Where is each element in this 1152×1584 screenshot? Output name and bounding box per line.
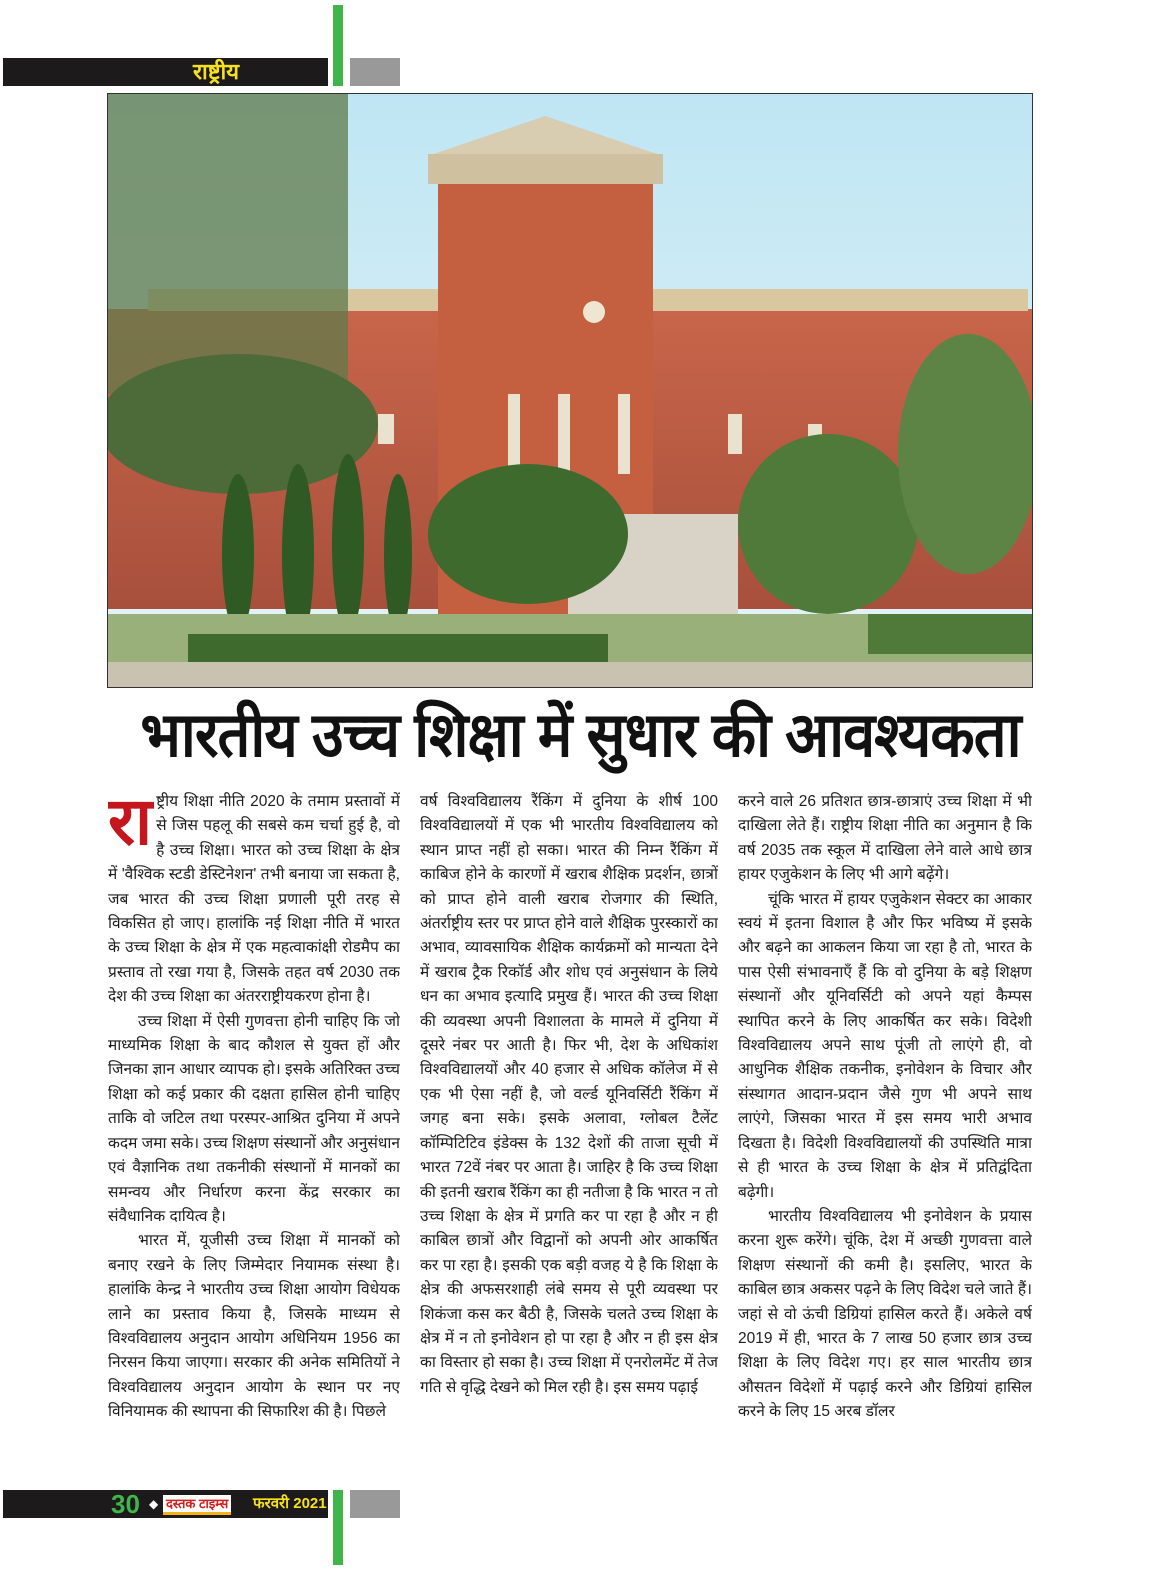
article-column-1 bbox=[108, 790, 400, 1435]
magazine-logo: दस्तक टाइम्स bbox=[163, 1495, 231, 1515]
article-column-3 bbox=[738, 790, 1032, 1435]
issue-date: फरवरी 2021 bbox=[253, 1495, 327, 1512]
footer-bar bbox=[3, 1490, 328, 1518]
drop-cap: रा bbox=[108, 790, 153, 858]
paragraph: भारतीय विश्वविद्यालय भी इनोवेशन के प्रयास करना शुरू करेंगे। चूंकि, देश में अच्छी गुणवत्ता वाले शिक्षण संस्थानों की कमी है। इसलिए, भारत के काबिल छात्र अकसर पढ़ने के लिए विदेश चले जाते हैं। जहां से वो ऊंची डिग्रियां हासिल करते हैं। अकेले वर्ष 2019 में ही, भारत के 7 लाख 50 हजार छात्र उच्च शिक्षा के लिए विदेश गए। हर साल भारतीय छात्र औसतन विदेशों में पढ़ाई करने और डिग्रियां हासिल करने के लिए 15 अरब डॉलर bbox=[738, 1207, 1032, 1421]
article-photo bbox=[107, 93, 1033, 688]
paragraph: उच्च शिक्षा में ऐसी गुणवत्ता होनी चाहिए कि जो माध्यमिक शिक्षा के बाद कौशल से युक्त हों और जिनका ज्ञान आधार व्यापक हो। इसके अतिरिक्त उच्च शिक्षा को कई प्रकार की दक्षता हासिल होनी चाहिए ताकि वो जटिल तथा परस्पर-आश्रित दुनिया में अपने कदम जमा सके। उच्च शिक्षण संस्थानों और अनुसंधान एवं वैज्ञानिक तथा तकनीकी संस्थानों में मानकों का समन्वय और निर्धारण करना केंद्र सरकार का संवैधानिक दायित्व है। bbox=[108, 1012, 400, 1225]
paragraph: चूंकि भारत में हायर एजुकेशन सेक्टर का आकार स्वयं में इतना विशाल है और फिर भविष्य में इसके और बढ़ने का आकलन किया जा रहा है तो, भारत के पास ऐसी संभावनाएँ हैं कि वो दुनिया के बड़े शिक्षण संस्थानों और यूनिवर्सिटी को अपने यहां कैम्पस स्थापित करने के लिए आकर्षित कर सके। विदेशी विश्वविद्यालय अपने साथ पूंजी तो लाएंगे ही, वो आधुनिक शैक्षिक तकनीक, इनोवेशन के विचार और संस्थागत आदान-प्रदान जैसे गुण भी अपने साथ लाएंगे, जिसका भारत में इस समय भारी अभाव दिखता है। विदेशी विश्वविद्यालयों की उपस्थिति मात्रा से ही भारत के उच्च शिक्षा के क्षेत्र में प्रतिद्वंदिता बढ़ेगी। bbox=[738, 890, 1032, 1201]
paragraph: वर्ष विश्वविद्यालय रैंकिंग में दुनिया के शीर्ष 100 विश्वविद्यालयों में एक भी भारतीय विश्वविद्यालय को स्थान प्राप्त नहीं हो सका। भारत की निम्न रैंकिंग में काबिज होने के कारणों में खराब शैक्षिक प्रदर्शन, छात्रों को प्राप्त होने वाली खराब रोजगार की स्थिति, अंतर्राष्ट्रीय स्तर पर प्राप्त होने वाले शैक्षिक पुरस्कारों का अभाव, व्यावसायिक शैक्षिक कार्यक्रमों को मान्यता देने में खराब ट्रैक रिकॉर्ड और शोध एवं अनुसंधान के लिये धन का अभाव इत्यादि प्रमुख हैं। भारत की उच्च शिक्षा की व्यवस्था अपनी विशालता के मामले में दुनिया में दूसरे नंबर पर आती है। फिर भी, देश के अधिकांश विश्वविद्यालयों और 40 हजार से अधिक कॉलेज में से एक भी ऐसा नहीं है, जो वर्ल्ड यूनिवर्सिटी रैंकिंग में जगह बना सके। इसके अलावा, ग्लोबल टैलेंट कॉम्पिटिटिव इंडेक्स के 132 देशों की ताजा सूची में भारत 72वें नंबर पर आता है। जाहिर है कि उच्च शिक्षा की इतनी खराब रैंकिंग का ही नतीजा है कि भारत न तो उच्च शिक्षा के क्षेत्र में प्रगति कर पा रहा है और न ही काबिल छात्रों और विद्वानों को अपनी ओर आकर्षित कर पा रहा है। इसकी एक बड़ी वजह ये है कि शिक्षा के क्षेत्र की अफसरशाही लंबे समय से पूरी व्यवस्था पर शिकंजा कस कर बैठी है, जिसके चलते उच्च शिक्षा के क्षेत्र में न तो इनोवेशन हो पा रहा है और न ही इस क्षेत्र का विस्तार हो सका है। उच्च शिक्षा में एनरोलमेंट में तेज गति से वृद्धि देखने को मिल रही है। इस समय पढ़ाई bbox=[420, 793, 718, 1396]
article-headline: भारतीय उच्च शिक्षा में सुधार की आवश्यकता bbox=[140, 701, 1021, 770]
section-header-bar bbox=[3, 58, 328, 86]
page-number: 30 bbox=[111, 1489, 140, 1519]
bullet-icon: ◆ bbox=[149, 1497, 159, 1511]
university-building-image bbox=[108, 94, 1032, 687]
top-green-rule bbox=[333, 5, 343, 86]
bottom-green-rule bbox=[333, 1490, 343, 1565]
article-column-2 bbox=[420, 790, 718, 1435]
paragraph: करने वाले 26 प्रतिशत छात्र-छात्राएं उच्च शिक्षा में भी दाखिला लेते हैं। राष्ट्रीय शिक्षा नीति का अनुमान है कि वर्ष 2035 तक स्कूल में दाखिला लेने वाले आधे छात्र हायर एजुकेशन के लिए भी आगे बढ़ेंगे। bbox=[738, 793, 1032, 884]
paragraph: भारत में, यूजीसी उच्च शिक्षा में मानकों को बनाए रखने के लिए जिम्मेदार नियामक संस्था है। हालांकि केन्द्र ने भारतीय उच्च शिक्षा आयोग विधेयक लाने का प्रस्ताव किया है, जिसके माध्यम से विश्वविद्यालय अनुदान आयोग अधिनियम 1956 का निरसन किया जाएगा। सरकार की अनेक समितियों ने विश्वविद्यालय अनुदान आयोग के स्थान पर नए विनियामक की स्थापना की सिफारिश की है। पिछले bbox=[108, 1232, 400, 1421]
section-label: राष्ट्रीय bbox=[193, 59, 240, 84]
paragraph-text: ष्ट्रीय शिक्षा नीति 2020 के तमाम प्रस्तावों में से जिस पहलू की सबसे कम चर्चा हुई है, वो है उच्च शिक्षा। भारत को उच्च शिक्षा के क्षेत्र में 'वैश्विक स्टडी डेस्टिनेशन' तभी बनाया जा सकता है, जब भारत की उच्च शिक्षा प्रणाली पूरी तरह से विकसित हो जाए। हालांकि नई शिक्षा नीति में भारत के उच्च शिक्षा के क्षेत्र में एक महत्वाकांक्षी रोडमैप का प्रस्ताव तो रखा गया है, जिसके तहत वर्ष 2030 तक देश की उच्च शिक्षा का अंतरराष्ट्रीयकरण होना है। bbox=[108, 793, 400, 1006]
top-grey-block bbox=[350, 58, 400, 86]
paragraph bbox=[108, 790, 400, 1010]
bottom-grey-block bbox=[350, 1490, 400, 1518]
